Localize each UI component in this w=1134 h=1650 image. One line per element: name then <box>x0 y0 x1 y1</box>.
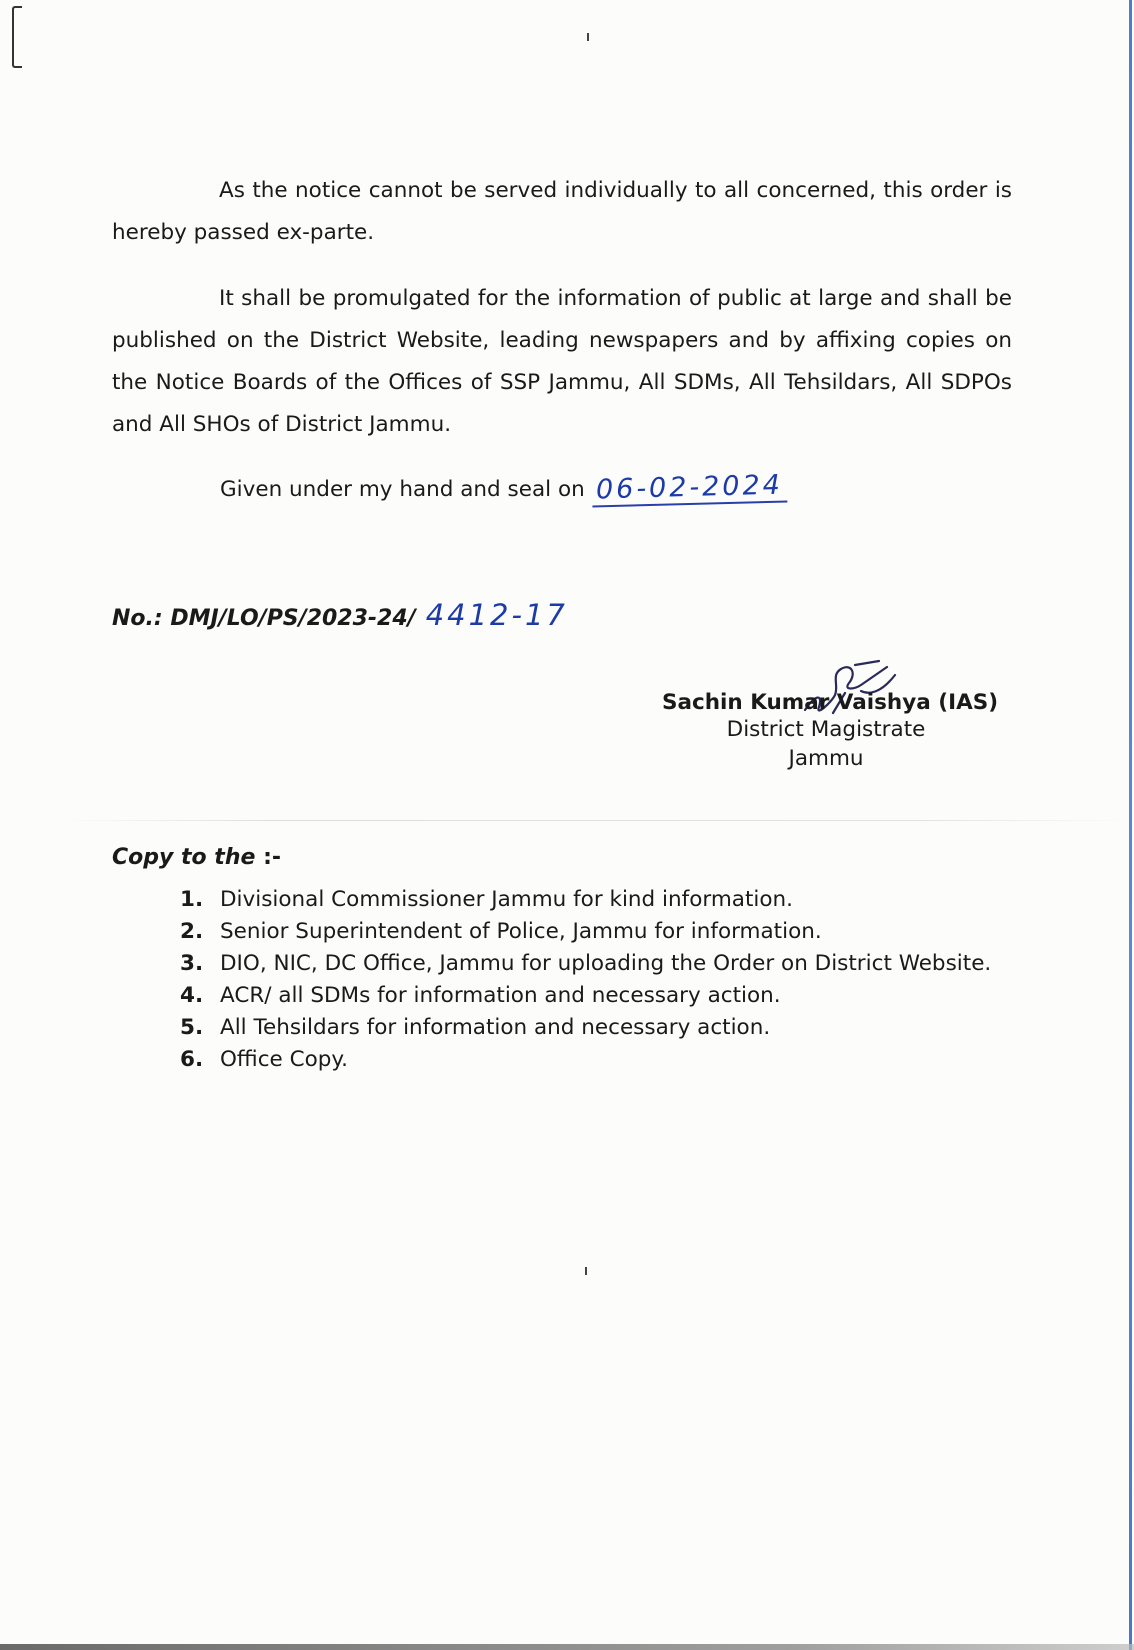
list-item-number: 6. <box>180 1047 204 1072</box>
list-item <box>180 948 991 980</box>
copy-to-list <box>180 884 991 1076</box>
list-item <box>180 1044 991 1076</box>
list-item <box>180 884 991 916</box>
signatory-block <box>662 690 1022 773</box>
copy-to-heading <box>112 845 281 870</box>
list-item-number: 1. <box>180 887 204 912</box>
scan-edge-bottom <box>0 1644 1134 1650</box>
signatory-designation: District Magistrate <box>726 717 926 742</box>
paragraph-ex-parte: As the notice cannot be served individually to all concerned, this order is hereby passed ex-parte. <box>112 178 1012 245</box>
list-item-text: Office Copy. <box>220 1047 348 1072</box>
copy-to-heading-text: Copy to the <box>112 845 256 870</box>
list-item-text: DIO, NIC, DC Office, Jammu for uploading the Order on District Website. <box>220 951 992 976</box>
reference-number <box>112 598 568 632</box>
scan-edge-right <box>1129 0 1132 1650</box>
list-item-text: Senior Superintendent of Police, Jammu for information. <box>220 919 822 944</box>
list-item-number: 4. <box>180 983 204 1008</box>
list-item-text: Divisional Commissioner Jammu for kind information. <box>220 887 793 912</box>
copy-to-heading-suffix: :- <box>263 845 282 870</box>
scan-speck <box>585 1267 587 1275</box>
handwritten-date: 06-02-2024 <box>591 469 787 507</box>
scan-edge-mark <box>12 6 22 68</box>
handwritten-reference-number: 4412-17 <box>425 598 568 632</box>
list-item-text: ACR/ all SDMs for information and necessary action. <box>220 983 781 1008</box>
scan-fold-line <box>60 820 1134 821</box>
signatory-place: Jammu <box>788 746 864 771</box>
list-item-number: 5. <box>180 1015 204 1040</box>
scan-speck <box>587 33 589 41</box>
given-under-hand-line <box>220 469 787 506</box>
list-item-number: 3. <box>180 951 204 976</box>
list-item-text: All Tehsildars for information and necessary action. <box>220 1015 771 1040</box>
paragraph-promulgation: It shall be promulgated for the information of public at large and shall be published on the District Website, leading newspapers and by affixing copies on the Notice Boards of the Offices of SSP Jammu, All SDMs, All Tehsildars, All SDPOs and All SHOs of District Jammu. <box>112 286 1012 437</box>
reference-label: No.: DMJ/LO/PS/2023-24/ <box>112 606 416 631</box>
list-item <box>180 1012 991 1044</box>
signatory-name: Sachin Kumar Vaishya (IAS) <box>662 690 999 715</box>
list-item-number: 2. <box>180 919 204 944</box>
list-item <box>180 980 991 1012</box>
given-under-hand-text: Given under my hand and seal on <box>220 477 585 502</box>
list-item <box>180 916 991 948</box>
